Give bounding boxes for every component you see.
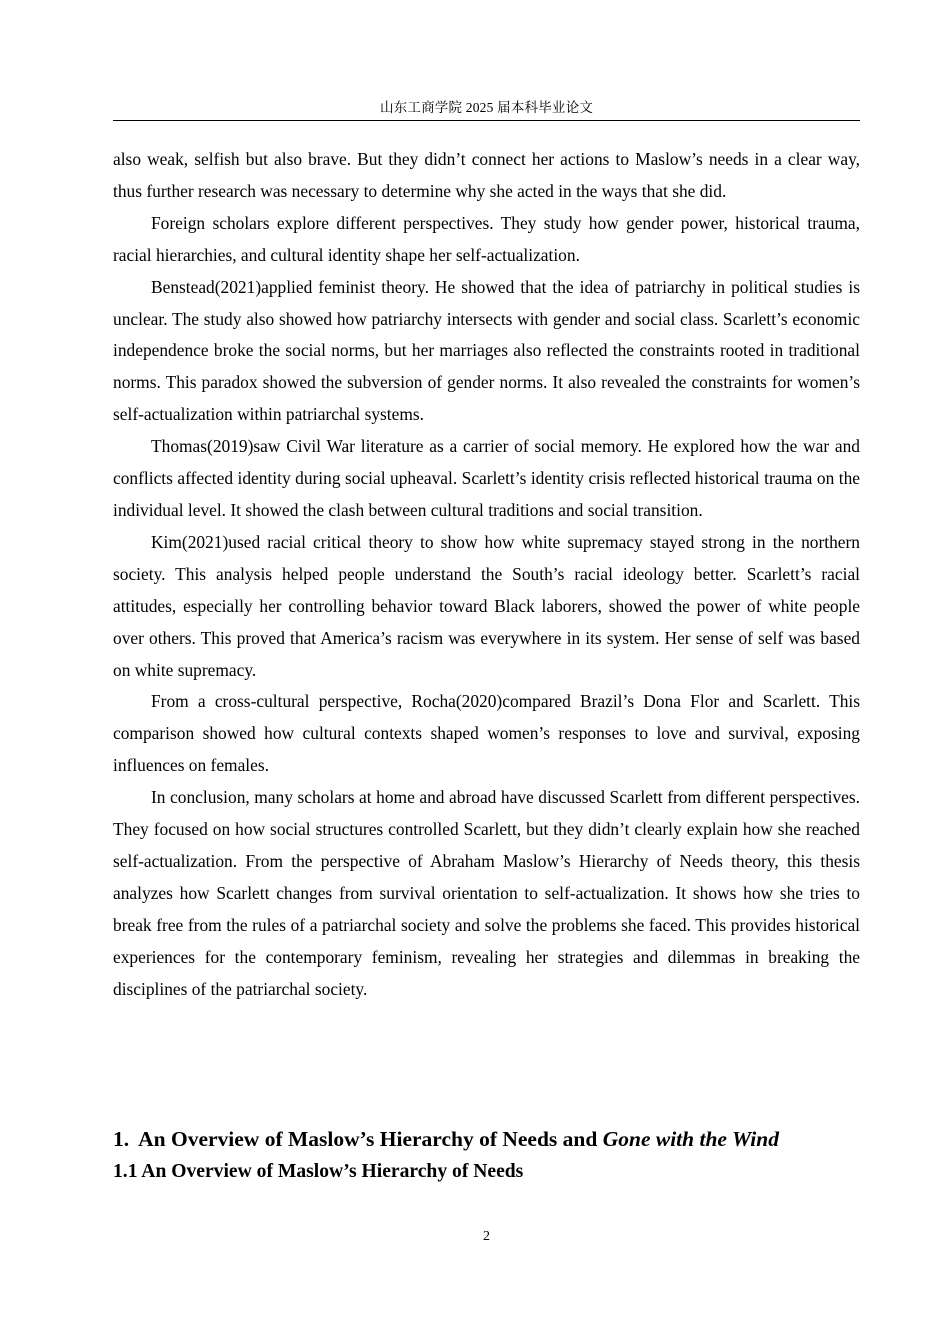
section-title: An Overview of Maslow’s Hierarchy of Needs and [138,1127,598,1151]
section-heading [113,1123,873,1155]
section-number: 1. [113,1127,130,1151]
paragraph-kim: Kim(2021)used racial critical theory to show how white supremacy stayed strong in the northern society. This analysis helped people understand the South’s racial ideology better. Scarlett’s racial attitudes, especially her controlling behavior toward Black laborers, showed the power of white people over others. This proved that America’s racism was everywhere in its system. Her sense of self was based on white supremacy. [113,531,860,680]
paragraph-rocha: From a cross-cultural perspective, Rocha(2020)compared Brazil’s Dona Flor and Scarlett. This comparison showed how cultural contexts shaped women’s responses to love and survival, exposing influences on females. [113,691,860,776]
paragraph-thomas: Thomas(2019)saw Civil War literature as a carrier of social memory. He explored how the war and conflicts affected identity during social upheaval. Scarlett’s identity crisis reflected historical trauma on the individual level. It showed the clash between cultural traditions and social transition. [113,436,860,520]
body-text [113,144,860,1005]
page-header: 山东工商学院 2025 届本科毕业论文 [379,100,594,115]
page-number: 2 [483,1229,490,1244]
paragraph-continued: also weak, selfish but also brave. But they didn’t connect her actions to Maslow’s needs in a clear way, thus further research was necessary to determine why she acted in the ways that she did. [113,149,860,201]
paragraph-foreign-scholars: Foreign scholars explore different perspectives. They study how gender power, historical trauma, racial hierarchies, and cultural identity shape her self-actualization. [113,212,860,265]
subsection-heading: 1.1 An Overview of Maslow’s Hierarchy of Needs [113,1161,524,1182]
section-title-italic: Gone with the Wind [602,1127,779,1151]
paragraph-benstead: Benstead(2021)applied feminist theory. He showed that the idea of patriarchy in political studies is unclear. The study also showed how patriarchy intersects with gender and social class. Scarlett’s economic independence broke the social norms, but her marriages also reflected the constraints rooted in traditional norms. This paradox showed the subversion of gender norms. It also revealed the constraints for women’s self-actualization within patriarchal systems. [113,276,860,425]
paragraph-conclusion: In conclusion, many scholars at home and abroad have discussed Scarlett from different perspectives. They focused on how social structures controlled Scarlett, but they didn’t clearly explain how she reached self-actualization. From the perspective of Abraham Maslow’s Hierarchy of Needs theory, this thesis analyzes how Scarlett changes from survival orientation to self-actualization. It shows how she tries to break free from the rules of a patriarchal society and solve the problems she faced. This provides historical experiences for the contemporary feminism, revealing her strategies and dilemmas in breaking the disciplines of the patriarchal society. [113,787,860,999]
header-rule [113,120,860,121]
